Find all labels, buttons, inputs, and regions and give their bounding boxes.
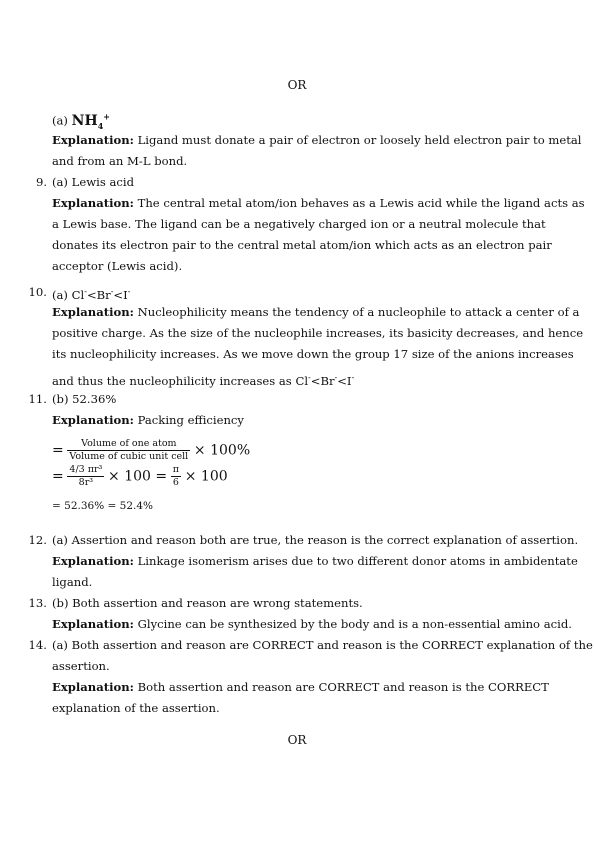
q13-number: 13. [28,596,47,610]
q14-answer: (a) Both assertion and reason are CORRECT and reason is the CORRECT explanation of the [52,638,593,652]
nh4-formula: $NH_4^+$ [71,111,110,131]
volume-fraction: $\frac{\text{Volume of one atom}}{\text{Volume of cubic unit cell}}$ [69,438,189,462]
q11-answer: (b) 52.36% [52,392,117,406]
q9-number: 9. [35,175,47,189]
q10-number: 10. [28,285,47,299]
q10-explanation-cont: and thus the nucleophilicity increases as Cl-<Br-<I- [52,373,355,388]
q11-explanation: Explanation: Packing efficiency [52,413,244,427]
q10-answer: (a) Cl-<Br-<I- [52,287,131,302]
q12-explanation-cont: ligand. [52,575,93,589]
q14-explanation: Explanation: Both assertion and reason are CORRECT and reason is the CORRECT [52,680,549,694]
q10-explanation: Explanation: Nucleophilicity means the tendency of a nucleophile to attack a center of a [52,305,580,319]
sphere-cube-fraction: $\frac{\text{4/3 πr³}}{\text{8r³}}$ [69,464,103,488]
q9-explanation-cont: donates its electron pair to the central metal atom/ion which acts as an electron pair [52,238,552,252]
q10-explanation-cont: its nucleophilicity increases. As we move down the group 17 size of the anions increases [52,347,574,361]
q8-explanation-cont: and from an M-L bond. [52,154,188,168]
q14-explanation-cont: explanation of the assertion. [52,701,220,715]
q9-answer: (a) Lewis acid [52,175,135,189]
pi-over-six-fraction: $\frac{\pi}{6}$ [172,464,180,488]
packing-efficiency-result: = 52.36% = 52.4% [52,500,154,512]
q12-answer: (a) Assertion and reason both are true, the reason is the correct explanation of assertion. [52,533,579,547]
or-divider-bottom: OR [287,733,307,747]
q9-explanation-cont: a Lewis base. The ligand can be a negatively charged ion or a neutral molecule that [52,217,546,231]
q8-explanation: Explanation: Ligand must donate a pair of electron or loosely held electron pair to metal [52,133,582,147]
q14-number: 14. [28,638,47,652]
q12-number: 12. [28,533,47,547]
packing-efficiency-equation-1: = $\frac{\text{Volume of one atom}}{\text{Volume of cubic unit cell}}$ × 100% [52,438,251,462]
q10-explanation-cont: positive charge. As the size of the nucleophile increases, its basicity decreases, and hence [52,326,584,340]
q13-answer: (b) Both assertion and reason are wrong statements. [52,596,363,610]
q14-answer-cont: assertion. [52,659,110,673]
q9-explanation: Explanation: The central metal atom/ion behaves as a Lewis acid while the ligand acts as [52,196,585,210]
q12-explanation: Explanation: Linkage isomerism arises due to two different donor atoms in ambidentate [52,554,578,568]
q11-number: 11. [28,392,47,406]
packing-efficiency-equation-2: = $\frac{\text{4/3 πr³}}{\text{8r³}}$ × 100 = $\frac{\pi}{6}$ × 100 [52,464,228,488]
q13-explanation: Explanation: Glycine can be synthesized by the body and is a non-essential amino acid. [52,617,572,631]
q8-answer: (a) $NH_4^+$ [52,111,110,131]
or-divider-top: OR [287,78,307,92]
q9-explanation-cont: acceptor (Lewis acid). [52,259,183,273]
